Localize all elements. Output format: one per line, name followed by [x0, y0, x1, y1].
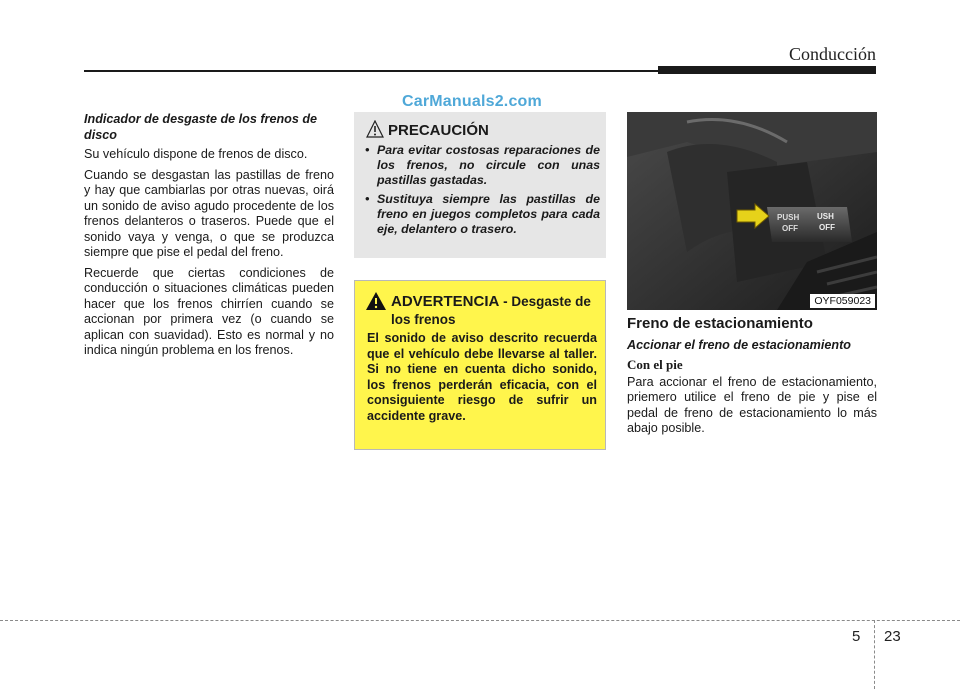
warning-box	[354, 280, 606, 450]
warning-body: El sonido de aviso descrito recuerda que el vehículo debe llevarse al taller. Si no tiene en cuenta dicho sonido, los frenos perderán eficacia, con el consiguiente riesgo de sufrir un accidente grave.	[367, 331, 597, 423]
parking-brake-photo	[627, 112, 877, 310]
caution-item: • Sustituya siempre las pastillas de freno en juegos completos para cada eje, delantero o trasero.	[364, 192, 600, 237]
footer-divider	[874, 620, 875, 689]
caution-triangle-icon	[366, 120, 384, 138]
caution-box	[354, 112, 606, 258]
warning-title-rest: - Desgaste de los frenos	[391, 294, 591, 327]
pedal-label-off-2: OFF	[819, 223, 835, 232]
header-rule-bar	[658, 66, 876, 74]
paragraph: Para accionar el freno de estacionamiento, priemero utilice el freno de pie y pise el pedal de freno de estacionamiento lo más abajo posible.	[627, 374, 877, 435]
caution-title: PRECAUCIÓN	[388, 122, 489, 139]
header-rule	[84, 70, 660, 72]
photo-code: OYF059023	[810, 294, 875, 308]
chapter-number: 5	[852, 628, 861, 645]
pedal-label-push-2: USH	[817, 212, 834, 221]
by-foot-subheading: Con el pie	[627, 357, 683, 372]
paragraph: Su vehículo dispone de frenos de disco.	[84, 147, 308, 161]
pedal-label-off: OFF	[782, 224, 798, 233]
left-column	[84, 112, 334, 364]
pedal-label-push: PUSH	[777, 213, 800, 222]
paragraph: Cuando se desgastan las pastillas de freno y hay que cambiarlas por otras nuevas, oirá un sonido de aviso agudo procedente de los frenos delanteros o traseros. Puede que el sonido vaya y venga, o que se produzca siempre que pise el pedal del freno.	[84, 167, 334, 259]
caution-list	[364, 143, 600, 241]
warning-title-main: ADVERTENCIA	[391, 293, 500, 310]
parking-brake-illustration	[627, 112, 877, 310]
footer-rule	[0, 620, 960, 621]
page-number: 23	[884, 628, 901, 645]
parking-brake-heading: Freno de estacionamiento	[627, 315, 813, 332]
page-header-title: Conducción	[789, 44, 876, 64]
caution-item: • Para evitar costosas reparaciones de los frenos, no circule con unas pastillas gastadas.	[364, 143, 600, 188]
warning-icon	[365, 291, 387, 311]
right-column	[627, 316, 877, 437]
watermark-link[interactable]: CarManuals2.com	[402, 93, 542, 110]
disc-brake-indicator-heading: Indicador de desgaste de los frenos de disco	[84, 112, 318, 142]
warning-title	[391, 293, 601, 329]
paragraph: Recuerde que ciertas condiciones de conducción o situaciones climáticas pueden hacer que los frenos chirríen cuando se accionan por primera vez (o cuando se aplican con suavidad). Esto es normal y no indica ningún problema en los frenos.	[84, 265, 334, 357]
apply-parking-brake-subheading: Accionar el freno de estacionamiento	[627, 337, 851, 352]
